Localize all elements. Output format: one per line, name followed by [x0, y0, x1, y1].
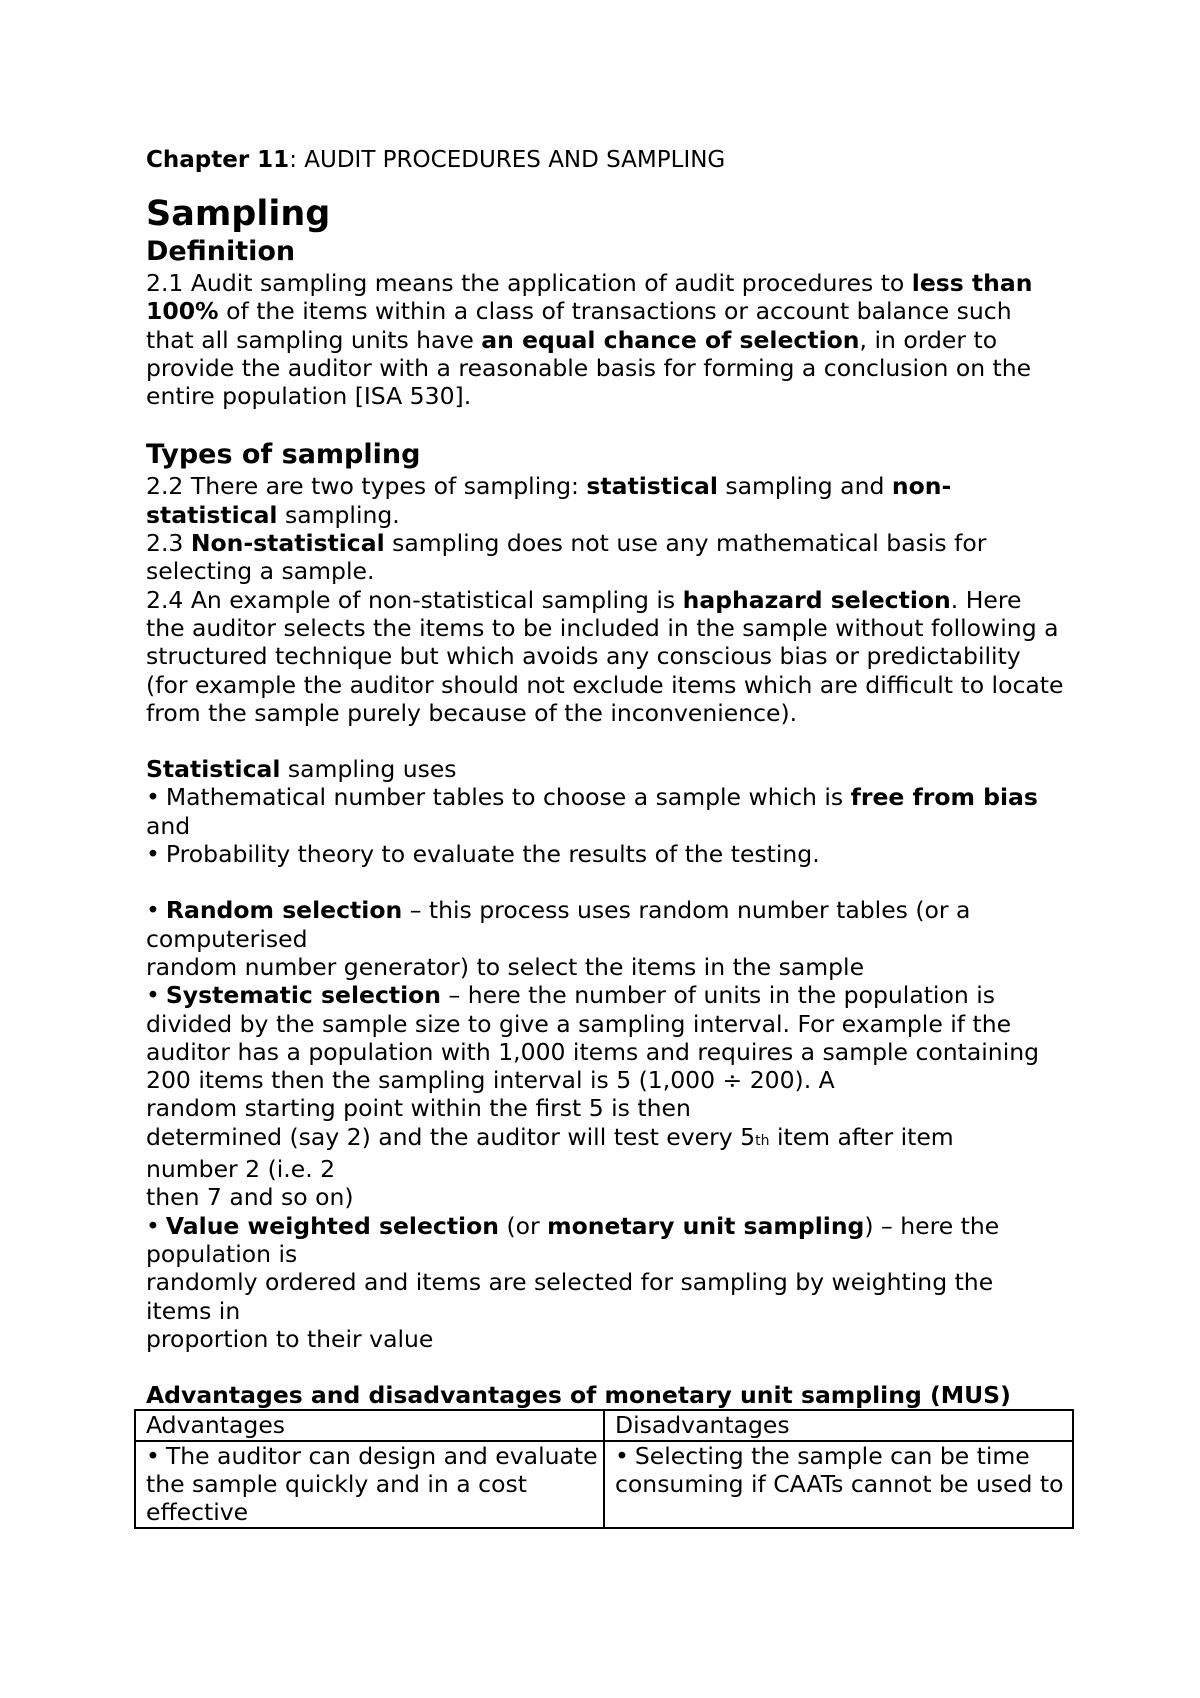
random-selection-line-2: computerised — [146, 924, 308, 953]
value-weighted-bullet: • Value weighted selection (or monetary unit sampling) – here the — [146, 1212, 1066, 1240]
mus-table-header-row — [135, 1410, 1073, 1440]
table-row — [135, 1441, 1073, 1528]
chapter-label: Chapter 11 — [146, 147, 290, 173]
systematic-line-3: determined (say 2) and the auditor will test every 5th item after item — [146, 1122, 954, 1151]
chapter-title: : AUDIT PROCEDURES AND SAMPLING — [289, 147, 726, 173]
paragraph-2-4: 2.4 An example of non-statistical sampling is haphazard selection. Here the auditor selects the items to be included in the sample without following a structured technique but which avoids any conscious bias or predictability (for example the auditor should not exclude items which are difficult to locate from the sample purely because of the inconvenience). — [146, 585, 1064, 727]
value-weighted-line-5: items in — [146, 1296, 241, 1325]
advantage-cell: • The auditor can design and evaluate the sample quickly and in a cost effective — [135, 1441, 604, 1528]
paragraph-2-2: 2.2 There are two types of sampling: statistical sampling and non-statistical sampling. — [146, 472, 952, 529]
systematic-line-5: number 2 (i.e. 2 — [146, 1155, 336, 1184]
statistical-bullet-2: • Probability theory to evaluate the results of the testing. — [146, 840, 1066, 868]
value-weighted-line-6: proportion to their value — [146, 1324, 434, 1353]
statistical-bullet-1: • Mathematical number tables to choose a sample which is free from bias and — [146, 783, 1066, 840]
value-weighted-line-4: randomly ordered and items are selected for sampling by weighting the — [146, 1268, 994, 1297]
document-page — [146, 145, 1066, 1527]
mus-table — [134, 1409, 1074, 1528]
random-selection-line-3: random number generator) to select the items in the sample — [146, 952, 865, 981]
chapter-line — [146, 145, 1066, 175]
advantages-header: Advantages — [135, 1410, 604, 1440]
mus-table-title: Advantages and disadvantages of monetary unit sampling (MUS) — [146, 1381, 1011, 1410]
systematic-line-6: then 7 and so on) — [146, 1183, 354, 1212]
statistical-lead: Statistical sampling uses — [146, 755, 457, 784]
definition-heading: Definition — [146, 236, 296, 267]
paragraph-2-3: 2.3 Non-statistical sampling does not use any mathematical basis for selecting a sample. — [146, 529, 987, 586]
value-weighted-line-3: population is — [146, 1239, 298, 1268]
types-heading: Types of sampling — [146, 439, 421, 471]
random-selection-bullet: • Random selection – this process uses random number tables (or a — [146, 896, 1066, 924]
definition-paragraph: 2.1 Audit sampling means the application of audit procedures to less than 100% of the items within a class of transactions or account balance such that all sampling units have an equal chance of selection, in order to provide the auditor with a reasonable basis for forming a conclusion on the entire population [ISA 530]. — [146, 269, 1033, 411]
disadvantages-header: Disadvantages — [604, 1410, 1073, 1440]
systematic-selection-bullet: • Systematic selection – here the number of units in the population is divided by the sample size to give a sampling interval. For example if the auditor has a population with 1,000 items and requires a sample containing 200 items then the sampling interval is 5 (1,000 ÷ 200). A — [146, 981, 1066, 1094]
disadvantage-cell: • Selecting the sample can be time consuming if CAATs cannot be used to — [604, 1441, 1073, 1528]
sampling-heading: Sampling — [146, 194, 331, 234]
systematic-line-2: random starting point within the first 5 is then — [146, 1094, 691, 1123]
